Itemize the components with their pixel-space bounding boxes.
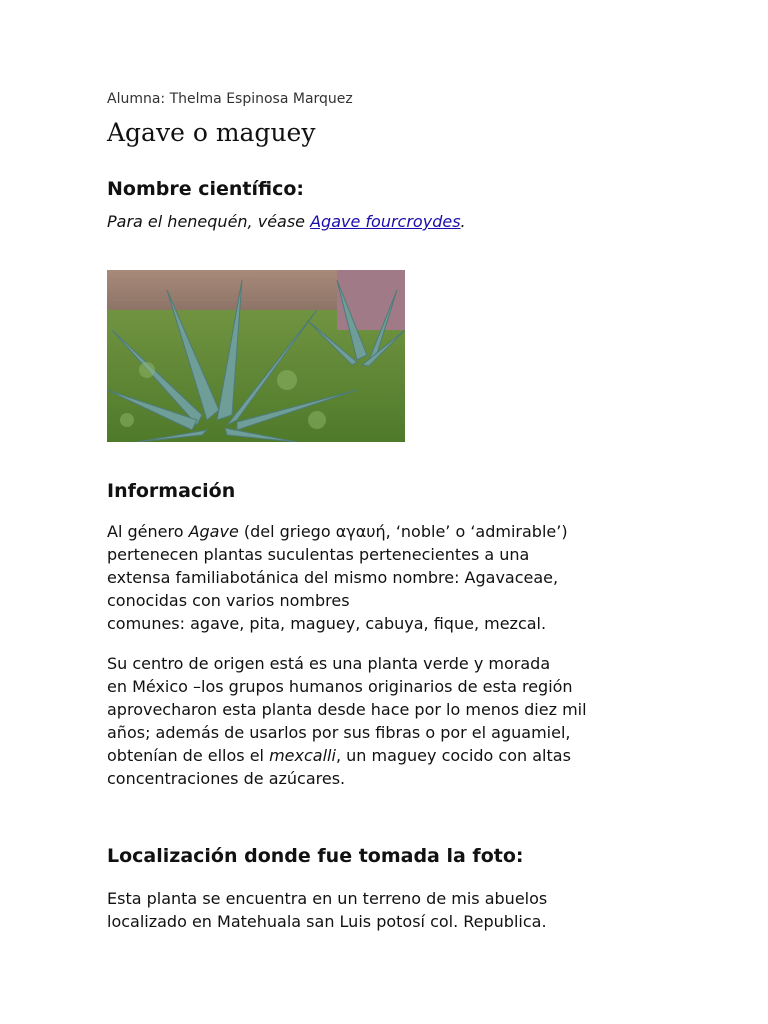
text-line: pertenecen plantas suculentas pertenecientes a una xyxy=(107,545,530,564)
info-paragraph-2 xyxy=(107,652,587,790)
genus-agave: Agave xyxy=(188,522,239,541)
scientific-name-intro xyxy=(107,212,466,231)
mexcalli-term: mexcalli xyxy=(269,746,336,765)
text-line: extensa familiabotánica del mismo nombre: Agavaceae, xyxy=(107,568,559,587)
info-paragraph-1 xyxy=(107,520,568,635)
text-line: aprovecharon esta planta desde hace por lo menos diez mil xyxy=(107,700,587,719)
text-segment: , un maguey cocido con altas xyxy=(335,746,571,765)
intro-prefix: Para el henequén, véase xyxy=(107,212,311,231)
text-line: conocidas con varios nombres xyxy=(107,591,350,610)
page-title: Agave o maguey xyxy=(107,118,316,147)
location-paragraph xyxy=(107,887,547,933)
scientific-name-heading: Nombre científico: xyxy=(107,178,305,200)
text-line: Esta planta se encuentra en un terreno de mis abuelos xyxy=(107,889,548,908)
agave-fourcroydes-link[interactable]: Agave fourcroydes xyxy=(310,212,461,231)
text-line: localizado en Matehuala san Luis potosí col. Republica. xyxy=(107,912,547,931)
text-segment: (del griego αγαυή, ‘noble’ o ‘admirable’) xyxy=(238,522,568,541)
text-line: comunes: agave, pita, maguey, cabuya, fique, mezcal. xyxy=(107,614,547,633)
text-line xyxy=(107,744,587,767)
text-line xyxy=(107,520,568,543)
text-segment: obtenían de ellos el xyxy=(107,746,270,765)
text-segment: Al género xyxy=(107,522,189,541)
text-line: en México –los grupos humanos originarios de esta región xyxy=(107,677,573,696)
intro-suffix: . xyxy=(460,212,466,231)
agave-photo xyxy=(107,270,405,442)
text-line: Su centro de origen está es una planta verde y morada xyxy=(107,654,551,673)
text-line: años; además de usarlos por sus fibras o por el aguamiel, xyxy=(107,723,571,742)
author-line: Alumna: Thelma Espinosa Marquez xyxy=(107,91,353,107)
info-heading: Información xyxy=(107,480,236,502)
location-heading: Localización donde fue tomada la foto: xyxy=(107,845,524,867)
text-line: concentraciones de azúcares. xyxy=(107,769,346,788)
